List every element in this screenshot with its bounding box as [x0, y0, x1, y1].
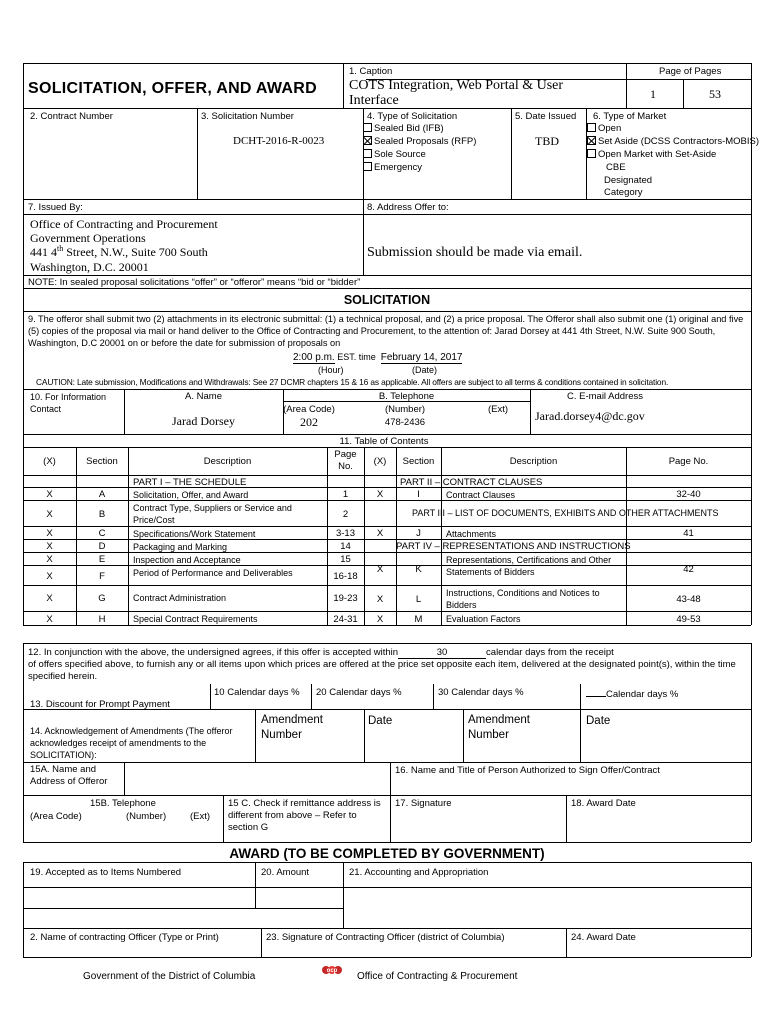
issued-by-label: 7. Issued By: — [28, 202, 83, 213]
award-heading: AWARD (TO BE COMPLETED BY GOVERNMENT) — [229, 846, 545, 861]
option-label: Sealed Proposals (RFP) — [374, 136, 477, 147]
toc-row-page: 16-18 — [333, 570, 358, 582]
toc-row-x: X — [46, 541, 53, 552]
award-date-24-label: 24. Award Date — [571, 932, 636, 943]
toc-header-section-right: Section — [402, 456, 435, 467]
toc-row-section: H — [98, 613, 106, 625]
toc-row-page: 42 — [683, 564, 694, 575]
caption-label: 1. Caption — [349, 66, 393, 77]
street-name: Street, N.W., Suite 700 South — [63, 245, 208, 259]
toc-row-x: X — [376, 489, 384, 500]
info-contact-label: 10. For Information Contact — [30, 392, 107, 414]
deadline-line — [293, 352, 462, 363]
toc-row-section: M — [414, 613, 423, 625]
option-label: Open Market with Set-Aside — [598, 149, 717, 160]
footer-government: Government of the District of Columbia — [83, 971, 256, 982]
toc-row-page: 14 — [340, 541, 351, 552]
toc-row-section: D — [98, 541, 106, 552]
toc-header-page-right: Page No. — [668, 456, 709, 467]
checkbox-open-market-set-aside[interactable] — [587, 149, 596, 158]
toc-row-x: X — [46, 593, 53, 604]
issuer-street — [30, 245, 208, 259]
checkbox-set-aside[interactable] — [587, 136, 596, 145]
offer-terms-text: 12. In conjunction with the above, the undersigned agrees, if this offer is accepted within — [28, 647, 399, 658]
toc-row-description: Attachments — [446, 529, 497, 539]
toc-header-x: (X) — [43, 456, 56, 467]
toc-row-section: B — [98, 508, 106, 520]
offeror-area-code-label: (Area Code) — [30, 811, 82, 822]
offer-terms-line-2: of offers specified above, to furnish any or all items upon which prices are offered at the price set opposite each item, delivered at the designated point(s), within the time specified herein. — [28, 659, 736, 682]
market-sub-cbe: CBE — [606, 162, 626, 173]
toc-row-description: Solicitation, Offer, and Award — [133, 490, 249, 500]
authorized-person-label: 16. Name and Title of Person Authorized to Sign Offer/Contract — [395, 765, 660, 776]
svg-text:ocp: ocp — [326, 968, 338, 974]
market-sub-designated: Designated — [604, 175, 653, 186]
telephone-label: B. Telephone — [378, 391, 435, 402]
toc-part-4: PART IV – REPRESENTATIONS AND INSTRUCTIONS — [396, 541, 631, 552]
option-label: Emergency — [374, 162, 423, 173]
toc-row-x: X — [46, 554, 53, 565]
toc-title: 11. Table of Contents — [339, 436, 429, 447]
toc-row-page: 3-13 — [335, 528, 355, 539]
date-issued: TBD — [535, 134, 559, 148]
date-issued-label: 5. Date Issued — [515, 111, 577, 122]
toc-row-x: X — [46, 528, 53, 539]
hour-label: (Hour) — [318, 365, 344, 375]
toc-row-page: 1 — [342, 489, 349, 500]
submission-instructions: Submission should be made via email. — [367, 245, 583, 260]
toc-row-description: Contract Type, Suppliers or Service and Price/Cost — [133, 503, 292, 525]
toc-row-section: F — [99, 570, 105, 582]
toc-row-description: Period of Performance and Deliverables — [133, 568, 293, 578]
toc-row-x: X — [376, 593, 384, 605]
contact-email[interactable]: Jarad.dorsey4@dc.gov — [535, 409, 645, 423]
email-label: C. E-mail Address — [566, 391, 644, 402]
toc-row-description: Instructions, Conditions and Notices to Bidders — [446, 588, 600, 610]
solicitation-number: DCHT-2016-R-0023 — [233, 135, 325, 147]
checkbox-emergency[interactable] — [363, 162, 372, 171]
form-title: SOLICITATION, OFFER, AND AWARD — [28, 80, 317, 97]
option-emergency[interactable] — [363, 162, 422, 173]
toc-row-description: Representations, Certifications and Other Statements of Bidders — [446, 555, 612, 577]
option-set-aside[interactable] — [587, 136, 759, 147]
discount-label: 13. Discount for Prompt Payment — [30, 699, 170, 710]
toc-header-x-right: (X) — [373, 456, 387, 467]
accepted-items-label: 19. Accepted as to Items Numbered — [30, 867, 182, 878]
toc-part-2: PART II – CONTRACT CLAUSES — [400, 477, 543, 488]
contracting-officer-name-label: 2. Name of contracting Officer (Type or Print) — [30, 932, 219, 943]
toc-row-section: C — [98, 528, 106, 539]
offer-terms-line-1 — [28, 647, 614, 659]
toc-header-page: Page No. — [334, 449, 357, 472]
area-code-label: (Area Code) — [283, 404, 335, 415]
toc-row-x: X — [376, 528, 384, 539]
toc-row-page: 32-40 — [676, 489, 701, 500]
option-label: Sealed Bid (IFB) — [374, 123, 444, 134]
solicitation-paragraph: 9. The offeror shall submit two (2) attachments in its electronic submittal: (1) a technical proposal, and (2) a price proposal. The Offeror shall also submit one (1) original and five (5) copies of the proposal via mail or hand deliver to the Office of Contracting and Procurement, to the attention of: Jarad Dorsey at 441 4th Street, N.W. Suite 900 South, Washington, D.C 20001 on or before the date for submission of proposals on — [28, 314, 744, 348]
accounting-label: 21. Accounting and Appropriation — [349, 867, 489, 878]
solicitation-type-label: 4. Type of Solicitation — [367, 111, 458, 122]
solicitation-number-label: 3. Solicitation Number — [201, 111, 294, 122]
toc-row-description: Contract Administration — [133, 593, 227, 603]
caution-note: CAUTION: Late submission, Modifications and Withdrawals: See 27 DCMR chapters 15 & 16 as applicable. All offers are subject to all terms & conditions contained in solicitation. — [36, 377, 669, 387]
toc-row-section: G — [98, 593, 106, 604]
discount-blank-days — [586, 687, 606, 697]
checkbox-sealed-bid[interactable] — [363, 123, 372, 132]
toc-row-page: 41 — [683, 528, 694, 539]
sealed-note: NOTE: In sealed proposal solicitations “offer” or “offeror” means “bid or “bidder” — [28, 277, 361, 288]
market-sub-category: Category — [604, 187, 643, 198]
toc-row-x: X — [376, 564, 384, 575]
toc-row-x: X — [376, 613, 384, 625]
amount-label: 20. Amount — [261, 867, 310, 878]
signature-label: 17. Signature — [395, 798, 452, 809]
solicitation-heading: SOLICITATION — [343, 293, 431, 307]
toc-row-section: E — [98, 554, 106, 565]
caption-value: COTS Integration, Web Portal & User Interface — [349, 78, 564, 108]
option-label: Sole Source — [374, 149, 426, 160]
toc-row-page: 19-23 — [333, 593, 358, 604]
discount-20-label: 20 Calendar days % — [316, 687, 402, 698]
toc-row-description: Contract Clauses — [446, 490, 516, 500]
market-type-label: 6. Type of Market — [593, 111, 667, 122]
toc-row-section: L — [415, 593, 422, 605]
toc-row-description: Inspection and Acceptance — [133, 555, 241, 565]
time-zone: EST. time — [334, 352, 381, 362]
offeror-ext-label: (Ext) — [190, 811, 211, 822]
amendment-date-label-1: Date — [368, 715, 393, 727]
offeror-name-label: 15A. Name and Address of Offeror — [30, 764, 108, 787]
toc-row-x: X — [46, 613, 53, 625]
option-sealed-bid[interactable] — [363, 123, 444, 134]
toc-row-x: X — [46, 570, 53, 582]
toc-row-page: 15 — [340, 554, 351, 565]
contract-number-label: 2. Contract Number — [30, 111, 113, 122]
toc-row-section: J — [416, 528, 421, 539]
page-of-pages-label: Page of Pages — [659, 66, 722, 77]
ocp-logo-icon — [321, 964, 343, 978]
amendment-date-label-2: Date — [586, 715, 611, 727]
street-number: 441 4 — [30, 245, 57, 259]
remittance-label: 15 C. Check if remittance address is different from above – Refer to section G — [228, 798, 381, 833]
checkbox-open[interactable] — [587, 123, 596, 132]
discount-10-label: 10 Calendar days % — [214, 687, 300, 698]
option-label: Open — [598, 123, 622, 134]
checkbox-sealed-proposals[interactable] — [363, 136, 372, 145]
phone-number-label: (Number) — [384, 404, 426, 415]
deadline-date: February 14, 2017 — [380, 352, 463, 363]
option-label: Set Aside (DCSS Contractors-MOBIS) — [598, 136, 760, 147]
option-open[interactable] — [587, 123, 621, 134]
offeror-telephone-label: 15B. Telephone — [90, 798, 156, 809]
toc-row-section: K — [415, 564, 422, 575]
toc-part-1: PART I – THE SCHEDULE — [133, 477, 247, 488]
ocp-logo — [321, 964, 343, 981]
street-suffix: th — [57, 244, 64, 253]
award-date-label: 18. Award Date — [571, 798, 636, 809]
toc-row-description: Packaging and Marking — [133, 542, 228, 552]
area-code: 202 — [300, 415, 318, 429]
acceptance-days: 30 — [398, 647, 486, 659]
offer-terms-text: calendar days from the receipt — [486, 647, 614, 658]
toc-row-description: Specifications/Work Statement — [133, 529, 256, 539]
deadline-time: 2:00 p.m. — [293, 352, 335, 363]
toc-row-x: X — [46, 508, 53, 520]
toc-header-description: Description — [203, 456, 252, 467]
option-sealed-proposals[interactable] — [363, 136, 476, 147]
toc-row-section: I — [417, 489, 420, 500]
phone-number: 478-2436 — [384, 417, 426, 428]
toc-row-description: Special Contract Requirements — [133, 614, 258, 624]
page-number: 1 — [650, 87, 656, 101]
toc-row-description: Evaluation Factors — [446, 614, 521, 624]
amendment-number-label-1: Amendment Number — [261, 714, 324, 741]
discount-30-label: 30 Calendar days % — [438, 687, 524, 698]
contact-name: Jarad Dorsey — [172, 414, 235, 428]
address-offer-label: 8. Address Offer to: — [367, 202, 449, 213]
discount-blank-label — [586, 687, 678, 700]
option-sole-source[interactable] — [363, 149, 426, 160]
ext-label: (Ext) — [487, 404, 509, 415]
toc-row-page: 49-53 — [676, 613, 701, 625]
issuer-city: Washington, D.C. 20001 — [30, 260, 149, 274]
toc-header-description-right: Description — [509, 456, 558, 467]
date-label: (Date) — [412, 365, 438, 375]
total-pages: 53 — [709, 87, 721, 101]
contact-name-label: A. Name — [185, 391, 222, 402]
toc-row-x: X — [46, 489, 53, 500]
checkbox-sole-source[interactable] — [363, 149, 372, 158]
option-open-market-set-aside[interactable] — [587, 149, 716, 160]
amendment-ack-label: 14. Acknowledgement of Amendments (The offeror acknowledges receipt of amendments to the SOLICITATION): — [30, 726, 233, 760]
toc-row-page: 43-48 — [676, 593, 701, 605]
toc-row-page: 24-31 — [333, 613, 358, 625]
contracting-officer-signature-label: 23. Signature of Contracting Officer (district of Columbia) — [266, 932, 505, 943]
discount-blank-text: Calendar days % — [606, 689, 679, 700]
amendment-number-label-2: Amendment Number — [468, 714, 531, 741]
issuer-office: Office of Contracting and Procurement — [30, 217, 218, 231]
toc-row-page: 2 — [342, 508, 349, 520]
issuer-dept: Government Operations — [30, 231, 146, 245]
offeror-number-label: (Number) — [126, 811, 167, 822]
footer-ocp: Office of Contracting & Procurement — [357, 971, 518, 982]
toc-part-3: PART III – LIST OF DOCUMENTS, EXHIBITS AND OTHER ATTACHMENTS — [412, 508, 719, 518]
toc-header-section: Section — [86, 456, 118, 467]
toc-row-section: A — [98, 489, 106, 500]
